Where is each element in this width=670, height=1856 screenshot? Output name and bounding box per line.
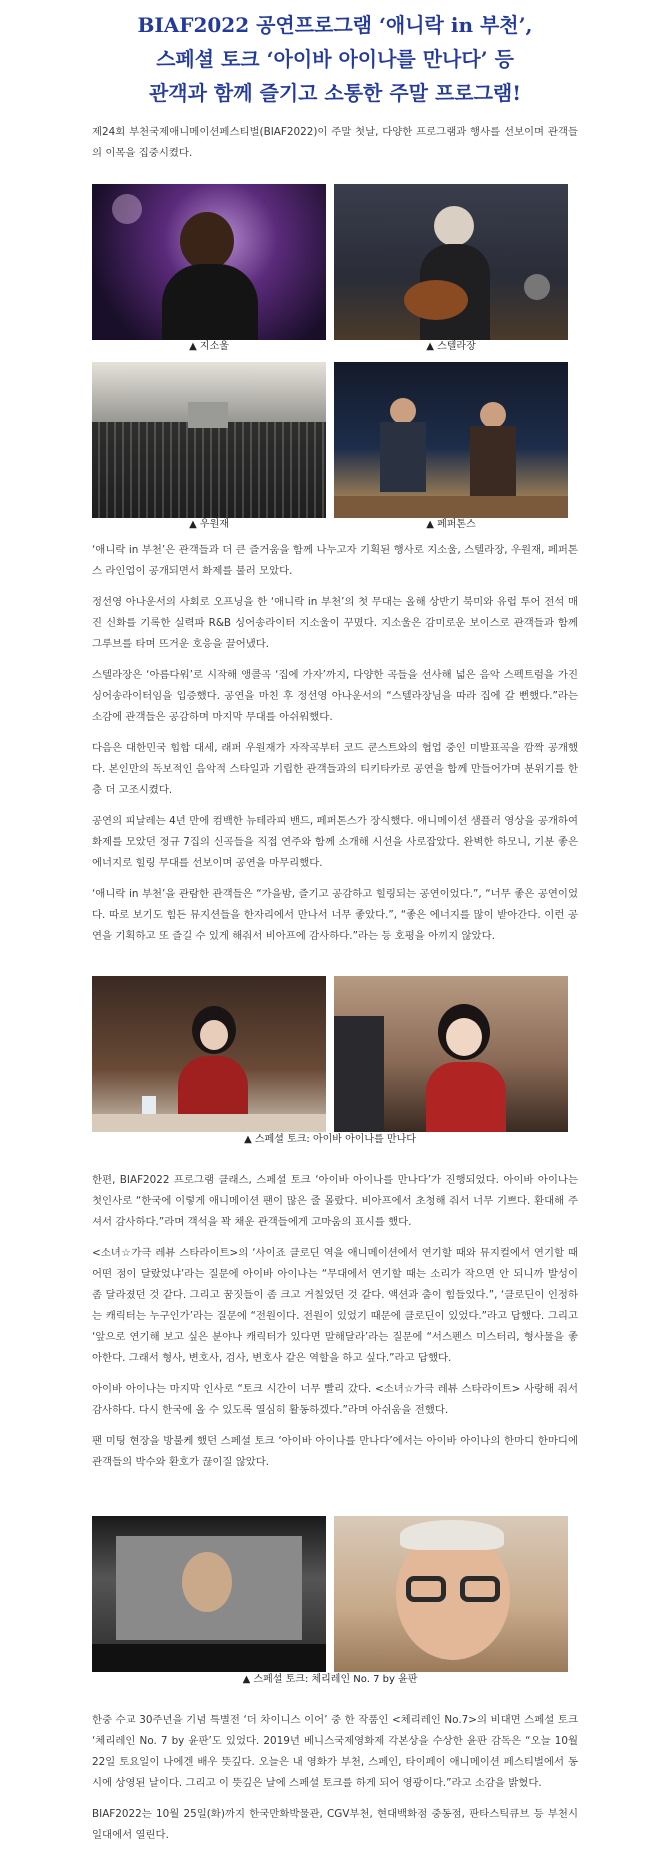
aiba-paragraph-2: <소녀☆가극 레뷰 스타라이트>의 ‘사이죠 클로딘 역을 애니메이션에서 연기할 때와 뮤지컬에서 연기할 때 어떤 점이 달랐었냐’라는 질문에 아이바 아이나는 “무대에서 연기할 때는 소리가 작으면 안 되니까 발성이 좀 달라졌던 것 같다. 그리고 꿈짓들이 좀 크고 거칠었던 것 같다. 액션과 춤이 힘들었다.”, ‘클로딘이 인정하는 캐릭터는 누구인가’라는 질문에 “전원이다. 전원이 있었기 때문에 클로딘이 있었다.”라고 답했다. 그리고 ‘앞으로 연기해 보고 싶은 분야나 캐릭터가 있다면 말해달라’라는 질문에 “서스펜스 미스터리, 형사물을 좋아한다. 그래서 형사, 변호사, 검사, 변호사 같은 역할을 하고 싶다.”라고 답했다. [92, 1247, 578, 1364]
photo-row-2 [92, 362, 568, 534]
photo-cell-theater [92, 1516, 326, 1672]
intro-paragraph: 제24회 부천국제애니메이션페스티벌(BIAF2022)이 주말 첫날, 다양한 프로그램과 행사를 선보이며 관객들의 이목을 집중시켰다. [92, 126, 578, 159]
photo-cell-woowonjae [92, 362, 326, 534]
aiba-paragraph-3: 아이바 아이나는 마지막 인사로 “토크 시간이 너무 빨리 갔다. <소녀☆가극 레뷰 스타라이트> 사랑해 줘서 감사하다. 다시 한국에 올 수 있도록 열심히 활동하겠다.”라며 아쉬움을 전했다. [92, 1383, 578, 1416]
photo-row-3 [92, 976, 568, 1132]
cherry-lane-section [92, 1710, 578, 1856]
stellajang-photo [334, 184, 568, 340]
concert-photos [92, 184, 578, 534]
photo-cell-stellajang [334, 184, 568, 356]
peppertones-photo [334, 362, 568, 518]
anirock-paragraph-6: ‘애니락 in 부천’을 관람한 관객들은 “가을밤, 즐기고 공감하고 힐링되는 공연이었다.”, “너무 좋은 공연이었다. 따로 보기도 힘든 뮤지션들을 한자리에서 만나서 너무 좋았다.”, “좋은 에너지를 많이 받아간다. 이런 공연을 기획하고 또 즐길 수 있게 해줘서 비아프에 감사하다.”라는 등 호평을 아끼지 않았다. [92, 888, 578, 942]
aiba-aina-photo-2 [334, 976, 568, 1132]
title-line-2: 스페셜 토크 ‘아이바 아이나를 만나다’ 등 [156, 47, 514, 71]
title-line-3: 관객과 함께 즐기고 소통한 주말 프로그램! [148, 81, 522, 105]
anirock-paragraph-4: 다음은 대한민국 힙합 대세, 래퍼 우원재가 자작곡부터 코드 쿤스트와의 협업 중인 미발표곡을 깜짝 공개했다. 본인만의 독보적인 음악적 스타일과 기립한 관객들과의 티키타카로 공연을 함께 만들어가며 분위기를 한층 더 고조시켰다. [92, 742, 578, 796]
theater-screen-photo [92, 1516, 326, 1672]
jisoul-caption: ▲ 지소울 [189, 341, 229, 352]
stellajang-caption: ▲ 스텔라장 [426, 341, 476, 352]
aiba-aina-photo-1 [92, 976, 326, 1132]
photo-cell-talk-2 [334, 976, 568, 1132]
jisoul-photo [92, 184, 326, 340]
cherry-lane-photos [92, 1516, 578, 1687]
cherry-paragraph-1: 한중 수교 30주년을 기념 특별전 ‘더 차이니스 이어’ 중 한 작품인 <체리레인 No.7>의 비대면 스페셜 토크 ‘체리레인 No. 7 by 윤판’도 있었다. 2019년 베니스국제영화제 각본상을 수상한 윤판 감독은 “오늘 10월 22일 토요일이 나에겐 배우 뜻깊다. 오늘은 내 영화가 부천, 스페인, 타이페이 애니메이션 페스티벌에서 동시에 상영된 날이다. 그리고 이 뜻깊은 날에 스페셜 토크를 하게 되어 영광이다.”라고 소감을 밝혔다. [92, 1714, 578, 1789]
aiba-paragraph-4: 팬 미팅 현장을 방불케 했던 스페셜 토크 ‘아이바 아이나를 만나다’에서는 아이바 아이나의 한마디 한마디에 관객들의 박수와 환호가 끊이질 않았다. [92, 1435, 578, 1468]
photo-row-4 [92, 1516, 568, 1672]
cherry-lane-caption: ▲ 스페셜 토크: 체리레인 No. 7 by 윤판 [242, 1674, 418, 1685]
title-line-1: BIAF2022 공연프로그램 ‘애니락 in 부천’, [137, 13, 533, 37]
photo-cell-peppertones [334, 362, 568, 534]
photo-cell-talk-1 [92, 976, 326, 1132]
peppertones-caption: ▲ 페퍼톤스 [426, 519, 476, 530]
director-portrait-photo [334, 1516, 568, 1672]
photo-row-1 [92, 184, 568, 356]
anirock-paragraph-1: ‘애니락 in 부천’은 관객들과 더 큰 즐거움을 함께 나누고자 기획된 행사로 지소울, 스텔라장, 우원재, 페퍼톤스 라인업이 공개되면서 화제를 불러 모았다. [92, 544, 578, 577]
article-title [0, 0, 670, 110]
woowonjae-caption: ▲ 우원재 [189, 519, 229, 530]
photo-cell-jisoul [92, 184, 326, 356]
special-talk-caption: ▲ 스페셜 토크: 아이바 아이나를 만나다 [244, 1134, 416, 1145]
anirock-paragraph-2: 정선영 아나운서의 사회로 오프닝을 한 ‘애니락 in 부천’의 첫 무대는 올해 상반기 북미와 유럽 투어 전석 매진 신화를 기록한 실력파 R&B 싱어송라이터 지소울이 꾸몄다. 지소울은 감미로운 보이스로 관객들과 함께 그루브를 타며 뜨거운 호응을 끌어냈다. [92, 596, 578, 650]
special-talk-photos [92, 976, 578, 1147]
anirock-paragraph-3: 스텔라장은 ‘아름다워’로 시작해 앵콜곡 ‘집에 가자’까지, 다양한 곡들을 선사해 넓은 음악 스펙트럼을 가진 싱어송라이터임을 입증했다. 공연을 마친 후 정선영 아나운서의 “스텔라장님을 따라 집에 갈 뻔했다.”라는 소감에 관객들은 공감하며 마지막 무대를 아쉬워했다. [92, 669, 578, 723]
photo-cell-portrait [334, 1516, 568, 1672]
anirock-paragraph-5: 공연의 피날레는 4년 만에 컴백한 뉴테라피 밴드, 페퍼톤스가 장식했다. 애니메이션 샘플러 영상을 공개하여 화제를 모았던 정규 7집의 신곡들을 직접 연주와 함께 소개해 시선을 사로잡았다. 완벽한 하모니, 기분 좋은 에너지로 힐링 무대를 선보이며 공연을 마무리했다. [92, 815, 578, 869]
woowonjae-photo [92, 362, 326, 518]
intro-section [92, 122, 578, 174]
aiba-aina-section [92, 1170, 578, 1483]
anirock-section [92, 540, 578, 957]
aiba-paragraph-1: 한편, BIAF2022 프로그램 클래스, 스페셜 토크 ‘아이바 아이나를 만나다’가 진행되었다. 아이바 아이나는 첫인사로 “한국에 이렇게 애니메이션 팬이 많은 줄 몰랐다. 비아프에서 초청해 줘서 너무 기쁘다. 환대해 주셔서 감사하다.”라며 객석을 꽉 채운 관객들에게 고마움의 표시를 했다. [92, 1174, 578, 1228]
closing-paragraph: BIAF2022는 10월 25일(화)까지 한국만화박물관, CGV부천, 현대백화점 중동점, 판타스틱큐브 등 부천시 일대에서 열린다. [92, 1808, 578, 1841]
